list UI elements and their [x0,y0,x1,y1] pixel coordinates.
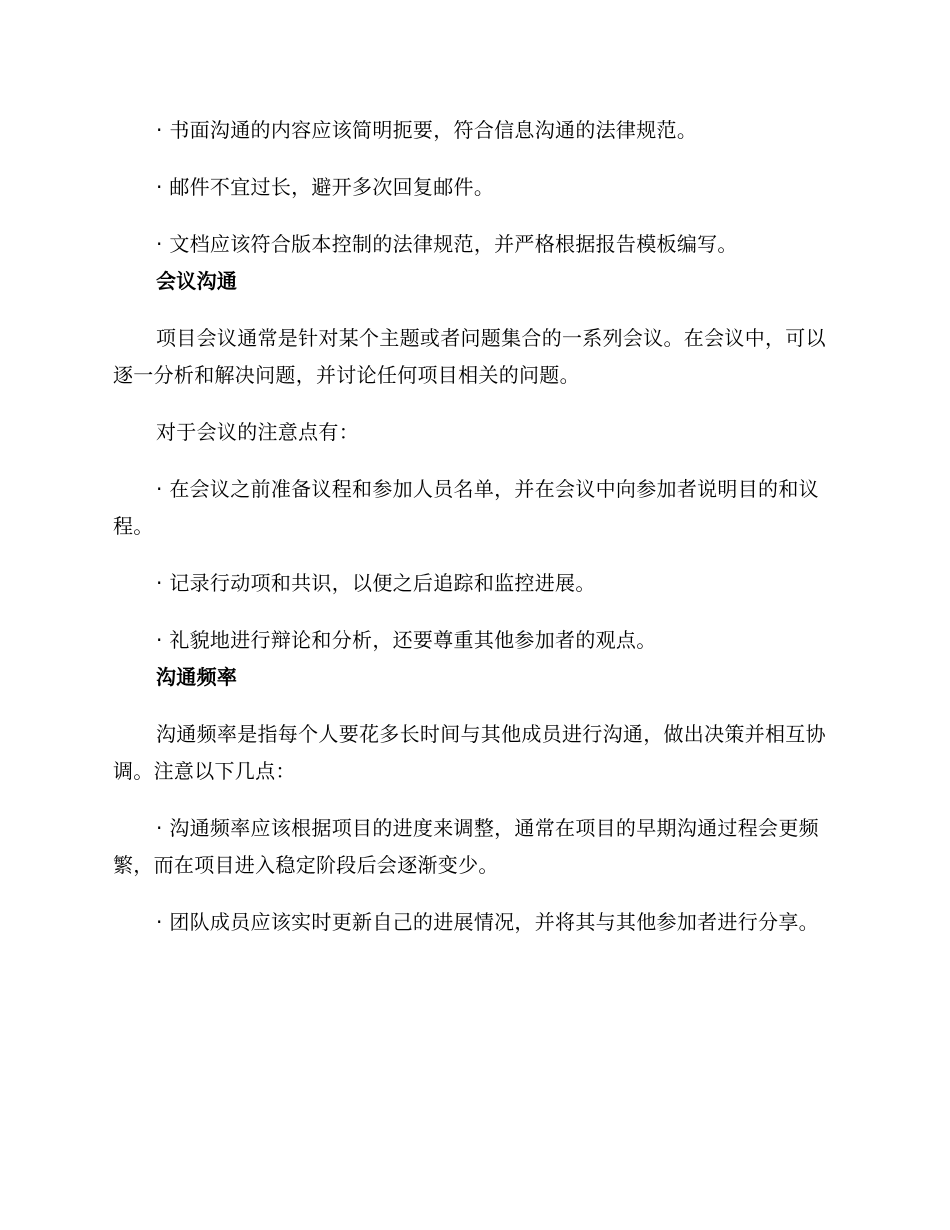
body-paragraph: 沟通频率是指每个人要花多长时间与其他成员进行沟通，做出决策并相互协调。注意以下几点： [113,722,826,783]
document-body [113,112,833,941]
bullet-paragraph: · 在会议之前准备议程和参加人员名单，并在会议中向参加者说明目的和议程。 [113,477,819,538]
bullet-paragraph: · 团队成员应该实时更新自己的进展情况，并将其与其他参加者进行分享。 [156,910,819,934]
section-heading-frequency: 沟通频率 [156,665,238,689]
bullet-paragraph: · 记录行动项和共识，以便之后追踪和监控进展。 [156,571,596,595]
bullet-paragraph: · 邮件不宜过长，避开多次回复邮件。 [156,175,495,199]
body-paragraph: 对于会议的注意点有： [156,420,359,444]
bullet-paragraph: · 文档应该符合版本控制的法律规范，并严格根据报告模板编写。 [156,232,738,256]
bullet-paragraph: · 沟通频率应该根据项目的进度来调整，通常在项目的早期沟通过程会更频繁，而在项目进入稳定阶段后会逐渐变少。 [113,816,819,877]
body-paragraph: 项目会议通常是针对某个主题或者问题集合的一系列会议。在会议中，可以逐一分析和解决问题，并讨论任何项目相关的问题。 [113,326,826,387]
bullet-paragraph: · 书面沟通的内容应该简明扼要，符合信息沟通的法律规范。 [156,118,698,142]
bullet-paragraph: · 礼貌地进行辩论和分析，还要尊重其他参加者的观点。 [156,628,657,652]
section-heading-meeting: 会议沟通 [156,269,238,293]
